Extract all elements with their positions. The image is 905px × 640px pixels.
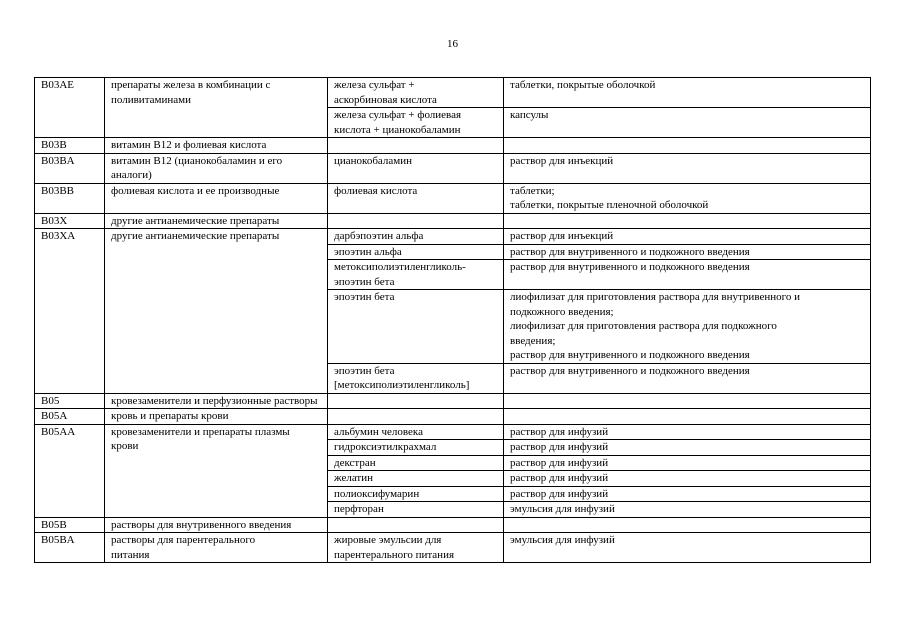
dosage-form-cell: эмульсия для инфузий bbox=[504, 502, 871, 518]
anatomical-group-cell: другие антианемические препараты bbox=[105, 213, 328, 229]
substance-name-cell: железа сульфат + аскорбиновая кислота bbox=[328, 78, 504, 108]
table-row bbox=[35, 424, 871, 440]
atc-code-cell: B03XA bbox=[35, 229, 105, 394]
table-row bbox=[35, 517, 871, 533]
substance-name-cell: эпоэтин бета [метоксиполиэтиленгликоль] bbox=[328, 363, 504, 393]
dosage-form-cell bbox=[504, 409, 871, 425]
atc-code-cell: B03B bbox=[35, 138, 105, 154]
dosage-form-cell: эмульсия для инфузий bbox=[504, 533, 871, 563]
dosage-form-cell: лиофилизат для приготовления раствора для внутривенного и подкожного введения; лиофилизат для приготовления раствора для подкожного введения; раствор для внутривенного и подкожного введения bbox=[504, 290, 871, 364]
substance-name-cell: декстран bbox=[328, 455, 504, 471]
substance-name-cell: цианокобаламин bbox=[328, 153, 504, 183]
dosage-form-cell: раствор для инфузий bbox=[504, 486, 871, 502]
table-row bbox=[35, 78, 871, 108]
anatomical-group-cell: фолиевая кислота и ее производные bbox=[105, 183, 328, 213]
dosage-form-cell bbox=[504, 138, 871, 154]
substance-name-cell: гидроксиэтилкрахмал bbox=[328, 440, 504, 456]
dosage-form-cell: таблетки; таблетки, покрытые пленочной оболочкой bbox=[504, 183, 871, 213]
dosage-form-cell: раствор для внутривенного и подкожного введения bbox=[504, 260, 871, 290]
anatomical-group-cell: кровь и препараты крови bbox=[105, 409, 328, 425]
page-number: 16 bbox=[447, 38, 458, 50]
substance-name-cell: альбумин человека bbox=[328, 424, 504, 440]
dosage-form-cell: раствор для инъекций bbox=[504, 153, 871, 183]
substance-name-cell: дарбэпоэтин альфа bbox=[328, 229, 504, 245]
drug-classification-table bbox=[34, 77, 871, 563]
substance-name-cell: железа сульфат + фолиевая кислота + цианокобаламин bbox=[328, 108, 504, 138]
dosage-form-cell: раствор для инфузий bbox=[504, 424, 871, 440]
anatomical-group-cell: кровезаменители и препараты плазмы крови bbox=[105, 424, 328, 517]
table-row bbox=[35, 533, 871, 563]
substance-name-cell: метоксиполиэтиленгликоль- эпоэтин бета bbox=[328, 260, 504, 290]
dosage-form-cell bbox=[504, 213, 871, 229]
substance-name-cell: перфторан bbox=[328, 502, 504, 518]
substance-name-cell: полиоксифумарин bbox=[328, 486, 504, 502]
dosage-form-cell: раствор для инфузий bbox=[504, 471, 871, 487]
dosage-form-cell: раствор для инфузий bbox=[504, 455, 871, 471]
anatomical-group-cell: витамин B12 (цианокобаламин и его аналоги) bbox=[105, 153, 328, 183]
dosage-form-cell bbox=[504, 393, 871, 409]
substance-name-cell bbox=[328, 409, 504, 425]
table-row bbox=[35, 409, 871, 425]
dosage-form-cell bbox=[504, 517, 871, 533]
atc-code-cell: B05B bbox=[35, 517, 105, 533]
table-row bbox=[35, 393, 871, 409]
dosage-form-cell: капсулы bbox=[504, 108, 871, 138]
anatomical-group-cell: растворы для парентерального питания bbox=[105, 533, 328, 563]
atc-code-cell: B05AA bbox=[35, 424, 105, 517]
atc-code-cell: B05BA bbox=[35, 533, 105, 563]
atc-code-cell: B05 bbox=[35, 393, 105, 409]
dosage-form-cell: раствор для внутривенного и подкожного введения bbox=[504, 244, 871, 260]
table-body bbox=[35, 78, 871, 563]
dosage-form-cell: раствор для внутривенного и подкожного введения bbox=[504, 363, 871, 393]
anatomical-group-cell: препараты железа в комбинации с поливитаминами bbox=[105, 78, 328, 138]
substance-name-cell: эпоэтин альфа bbox=[328, 244, 504, 260]
substance-name-cell: фолиевая кислота bbox=[328, 183, 504, 213]
atc-code-cell: B03AE bbox=[35, 78, 105, 138]
dosage-form-cell: таблетки, покрытые оболочкой bbox=[504, 78, 871, 108]
substance-name-cell bbox=[328, 138, 504, 154]
table-row bbox=[35, 229, 871, 245]
table-row bbox=[35, 213, 871, 229]
anatomical-group-cell: растворы для внутривенного введения bbox=[105, 517, 328, 533]
atc-code-cell: B05A bbox=[35, 409, 105, 425]
dosage-form-cell: раствор для инъекций bbox=[504, 229, 871, 245]
substance-name-cell bbox=[328, 213, 504, 229]
anatomical-group-cell: витамин B12 и фолиевая кислота bbox=[105, 138, 328, 154]
substance-name-cell: эпоэтин бета bbox=[328, 290, 504, 364]
atc-code-cell: B03X bbox=[35, 213, 105, 229]
table-row bbox=[35, 153, 871, 183]
substance-name-cell bbox=[328, 517, 504, 533]
table-row bbox=[35, 183, 871, 213]
anatomical-group-cell: другие антианемические препараты bbox=[105, 229, 328, 394]
substance-name-cell: желатин bbox=[328, 471, 504, 487]
table-row bbox=[35, 138, 871, 154]
atc-code-cell: B03BB bbox=[35, 183, 105, 213]
substance-name-cell bbox=[328, 393, 504, 409]
substance-name-cell: жировые эмульсии для парентерального питания bbox=[328, 533, 504, 563]
anatomical-group-cell: кровезаменители и перфузионные растворы bbox=[105, 393, 328, 409]
atc-code-cell: B03BA bbox=[35, 153, 105, 183]
dosage-form-cell: раствор для инфузий bbox=[504, 440, 871, 456]
